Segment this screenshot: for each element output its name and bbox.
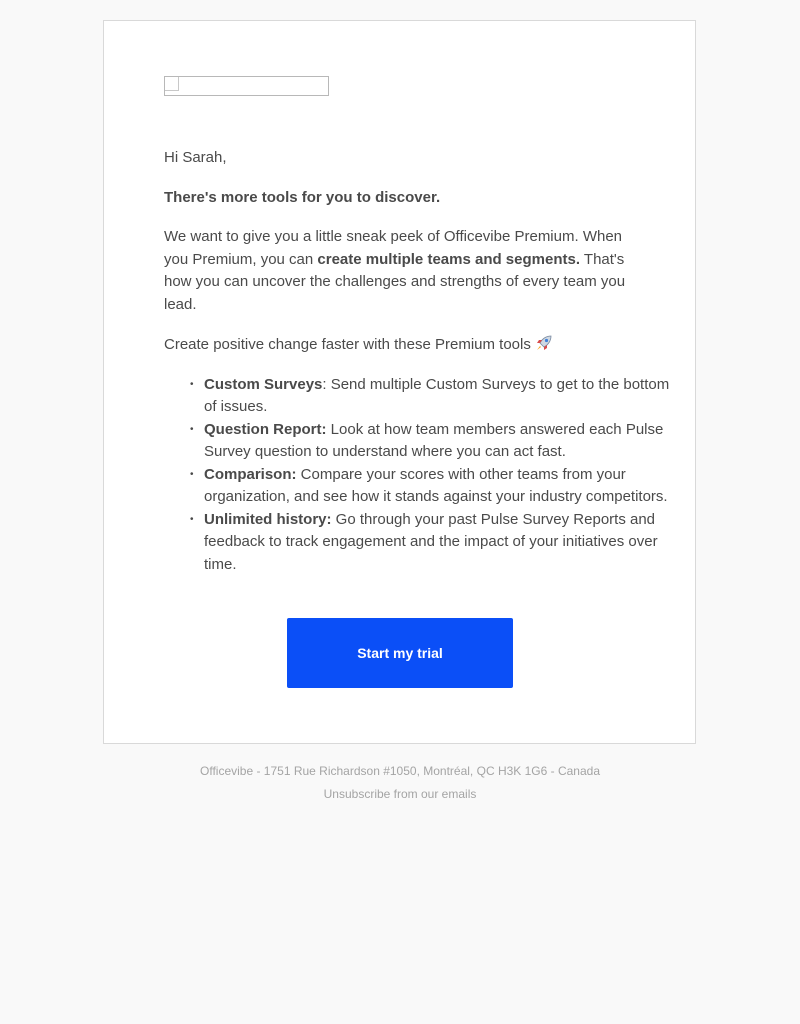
footer-address: Officevibe - 1751 Rue Richardson #1050, Montréal, QC H3K 1G6 - Canada [200, 764, 600, 778]
list-item: • Comparison: Compare your scores with other teams from your organization, and see how it stands against your industry competitors. [190, 465, 668, 506]
list-item: • Unlimited history: Go through your past Pulse Survey Reports and feedback to track engagement and the impact of your initiatives over time. [190, 510, 658, 573]
tools-line: Create positive change faster with these Premium tools [164, 334, 553, 359]
email-card [103, 20, 696, 744]
broken-image-icon [165, 77, 179, 91]
premium-features-list [164, 374, 674, 576]
start-trial-button[interactable]: Start my trial [287, 618, 513, 688]
greeting: Hi Sarah, [164, 149, 227, 166]
list-item: • Question Report: Look at how team members answered each Pulse Survey question to understand where you can act fast. [190, 420, 664, 461]
intro-paragraph: We want to give you a little sneak peek of Officevibe Premium. When you Premium, you can create multiple teams and segments. That's how you can uncover the challenges and strengths of every team you lead. [164, 228, 626, 313]
logo-image-placeholder [164, 76, 329, 96]
list-item: • Custom Surveys: Send multiple Custom Surveys to get to the bottom of issues. [190, 376, 670, 416]
unsubscribe-link[interactable]: Unsubscribe from our emails [323, 787, 477, 801]
intro-bold: create multiple teams and segments. [317, 250, 581, 268]
rocket-icon [535, 334, 553, 359]
email-heading: There's more tools for you to discover. [164, 189, 441, 206]
